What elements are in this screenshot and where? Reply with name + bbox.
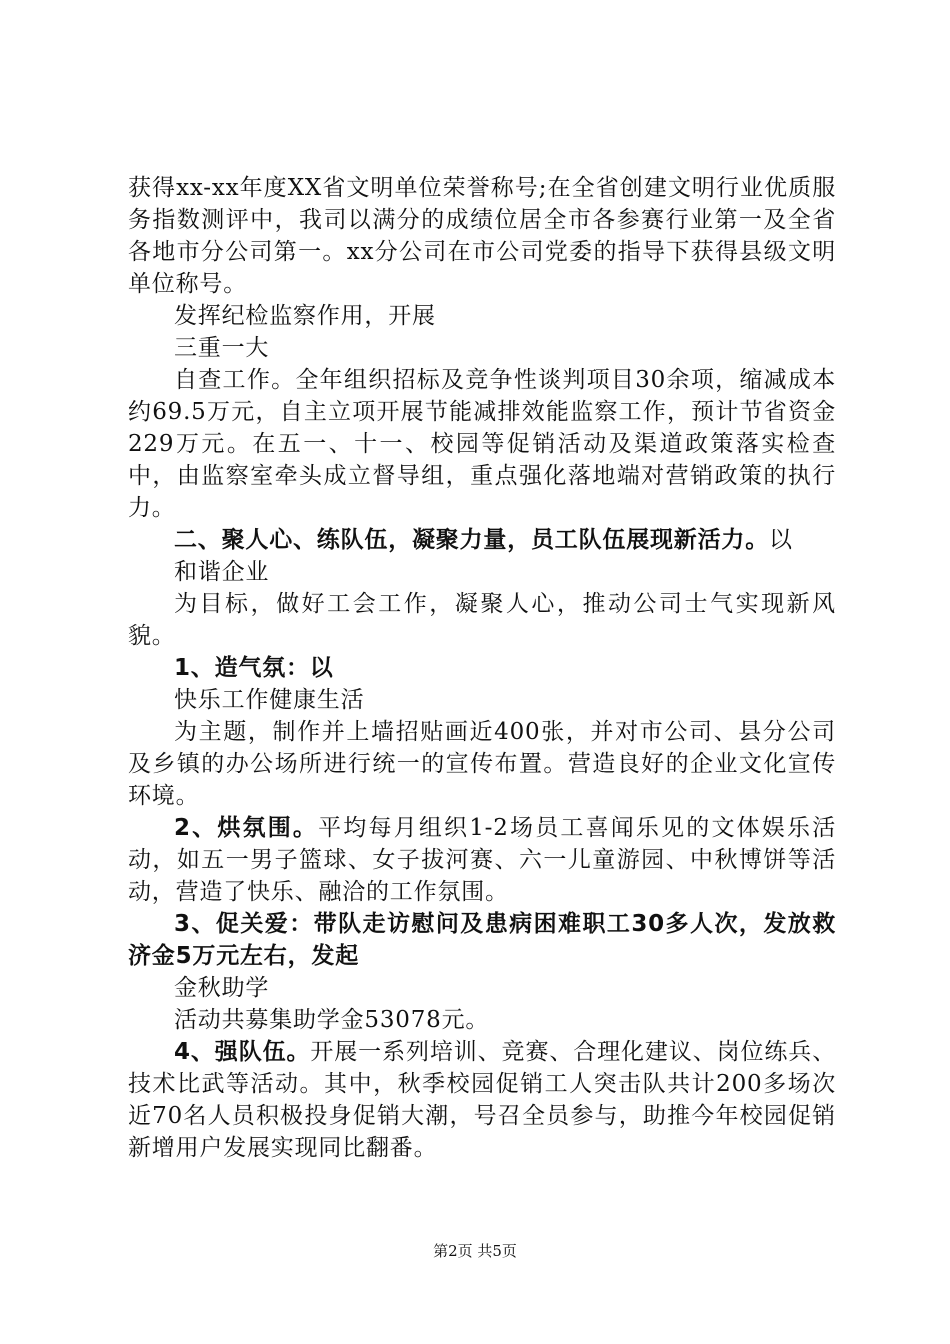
paragraph-text: 和谐企业: [174, 559, 270, 585]
heading-text: 二、聚人心、练队伍，凝聚力量，员工队伍展现新活力。: [174, 527, 769, 553]
paragraph-text: 以: [769, 527, 793, 553]
page-footer: 第2页 共5页: [433, 1242, 517, 1260]
paragraph-text: 开展一系列培训、竞赛、合理化建议、岗位练兵、技术比武等活动。其中，秋季校园促销工人突击队共计200多场次近70名人员积极投身促销大潮，号召全员参与，助推今年校园促销新增用户发展实现同比翻番。: [128, 1039, 836, 1161]
paragraph-7: [128, 588, 836, 652]
item-lead: 4、强队伍。: [174, 1039, 311, 1065]
paragraph-text: 为主题，制作并上墙招贴画近400张，并对市公司、县分公司及乡镇的办公场所进行统一的宣传布置。营造良好的企业文化宣传环境。: [128, 719, 836, 809]
paragraph-9: [128, 684, 836, 716]
paragraph-text: 自查工作。全年组织招标及竞争性谈判项目30余项，缩减成本约69.5万元，自主立项开展节能减排效能监察工作，预计节省资金229万元。在五一、十一、校园等促销活动及渠道政策落实检查中，由监察室牵头成立督导组，重点强化落地端对营销政策的执行力。: [128, 367, 836, 521]
item-lead: 1、造气氛：以: [174, 655, 334, 681]
paragraph-text: 发挥纪检监察作用，开展: [174, 303, 436, 329]
paragraph-text: 平均每月组织1-2场员工喜闻乐见的文体娱乐活动，如五一男子篮球、女子拔河赛、六一儿童游园、中秋博饼等活动，营造了快乐、融洽的工作氛围。: [128, 815, 837, 905]
item-4: [128, 1036, 836, 1164]
item-2: [128, 812, 836, 908]
document-body: [128, 172, 836, 1164]
paragraph-text: 获得xx-xx年度XX省文明单位荣誉称号;在全省创建文明行业优质服务指数测评中，我司以满分的成绩位居全市各参赛行业第一及全省各地市分公司第一。xx分公司在市公司党委的指导下获得县级文明单位称号。: [128, 175, 836, 297]
paragraph-1: [128, 172, 836, 300]
item-1-heading: [128, 652, 836, 684]
section-heading: [128, 524, 836, 556]
paragraph-14: [128, 1004, 836, 1036]
item-lead: 3、促关爱：带队走访慰问及患病困难职工30多人次，发放救济金5万元左右，发起: [128, 911, 836, 969]
paragraph-text: 为目标，做好工会工作，凝聚人心，推动公司士气实现新风貌。: [128, 591, 836, 649]
paragraph-4: [128, 364, 836, 524]
paragraph-6: [128, 556, 836, 588]
item-lead: 2、烘氛围。: [174, 815, 319, 841]
paragraph-10: [128, 716, 836, 812]
paragraph-text: 金秋助学: [174, 975, 270, 1001]
paragraph-text: 活动共募集助学金53078元。: [174, 1007, 490, 1033]
item-3: [128, 908, 836, 972]
paragraph-2: [128, 300, 836, 332]
paragraph-3: [128, 332, 836, 364]
paragraph-text: 快乐工作健康生活: [174, 687, 365, 713]
paragraph-13: [128, 972, 836, 1004]
paragraph-text: 三重一大: [174, 335, 270, 361]
